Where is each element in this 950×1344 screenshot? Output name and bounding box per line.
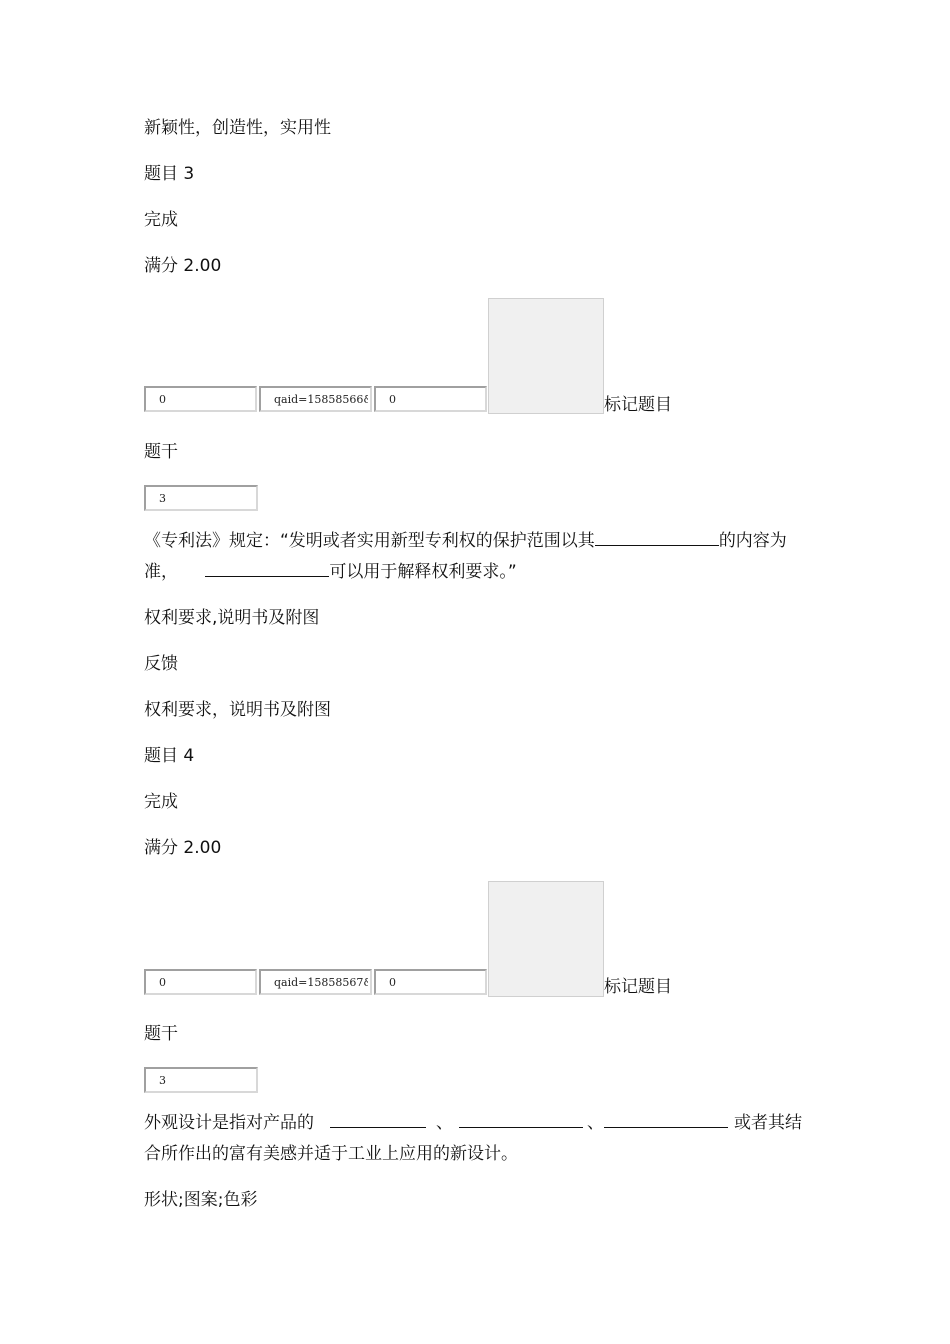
question-4-text [144,1108,816,1170]
question-3-blank-1 [595,527,719,546]
question-4-heading: 题目 4 [144,746,195,766]
question-4-separator-1: 、 [436,1113,453,1133]
question-3-sequence-field[interactable] [144,386,257,412]
question-4-sequence-field[interactable] [144,969,257,995]
question-3-heading: 题目 3 [144,164,195,184]
question-3-state: 完成 [144,210,178,230]
question-4-flagged-field[interactable] [374,969,487,995]
question-3-score: 满分 2.00 [144,256,222,276]
question-3-text-part2: 的内容为准， [144,531,787,582]
question-3-blank-2 [205,558,329,577]
question-4-state: 完成 [144,792,178,812]
question-4-stem-label: 题干 [144,1024,178,1044]
question-3-stem-number-field[interactable] [144,485,258,511]
question-4-blank-3 [604,1109,728,1128]
question-3-stem-label: 题干 [144,442,178,462]
question-3-flag-image-placeholder [488,298,604,414]
question-3-qaid-field[interactable] [259,386,372,412]
question-3-response: 权利要求,说明书及附图 [144,608,320,628]
question-4-flag-image-placeholder [488,881,604,997]
question-4-score: 满分 2.00 [144,838,222,858]
question-3-feedback-text: 权利要求，说明书及附图 [144,700,331,720]
question-3-feedback-label: 反馈 [144,654,178,674]
question-4-flag-link[interactable]: 标记题目 [604,977,672,997]
question-4-qaid-field[interactable] [259,969,372,995]
question-4-blank-1 [330,1109,426,1128]
question-4-stem-number-field[interactable] [144,1067,258,1093]
question-4-text-part1: 外观设计是指对产品的 [144,1113,314,1133]
question-3-flag-link[interactable]: 标记题目 [604,395,672,415]
question-3-text [144,526,816,588]
question-4-response: 形状;图案;色彩 [144,1190,258,1210]
previous-answer-text: 新颖性，创造性，实用性 [144,118,331,138]
question-4-separator-2: 、 [587,1113,604,1133]
question-3-flagged-field[interactable] [374,386,487,412]
question-3-text-part3: 可以用于解释权利要求。” [329,562,517,582]
question-3-text-part1: 《专利法》规定：“发明或者实用新型专利权的保护范围以其 [144,531,595,551]
question-4-blank-2 [459,1109,583,1128]
question-4-text-part2: 或者其结合所作出的富有美感并适于工业上应用的新设计。 [144,1113,802,1164]
